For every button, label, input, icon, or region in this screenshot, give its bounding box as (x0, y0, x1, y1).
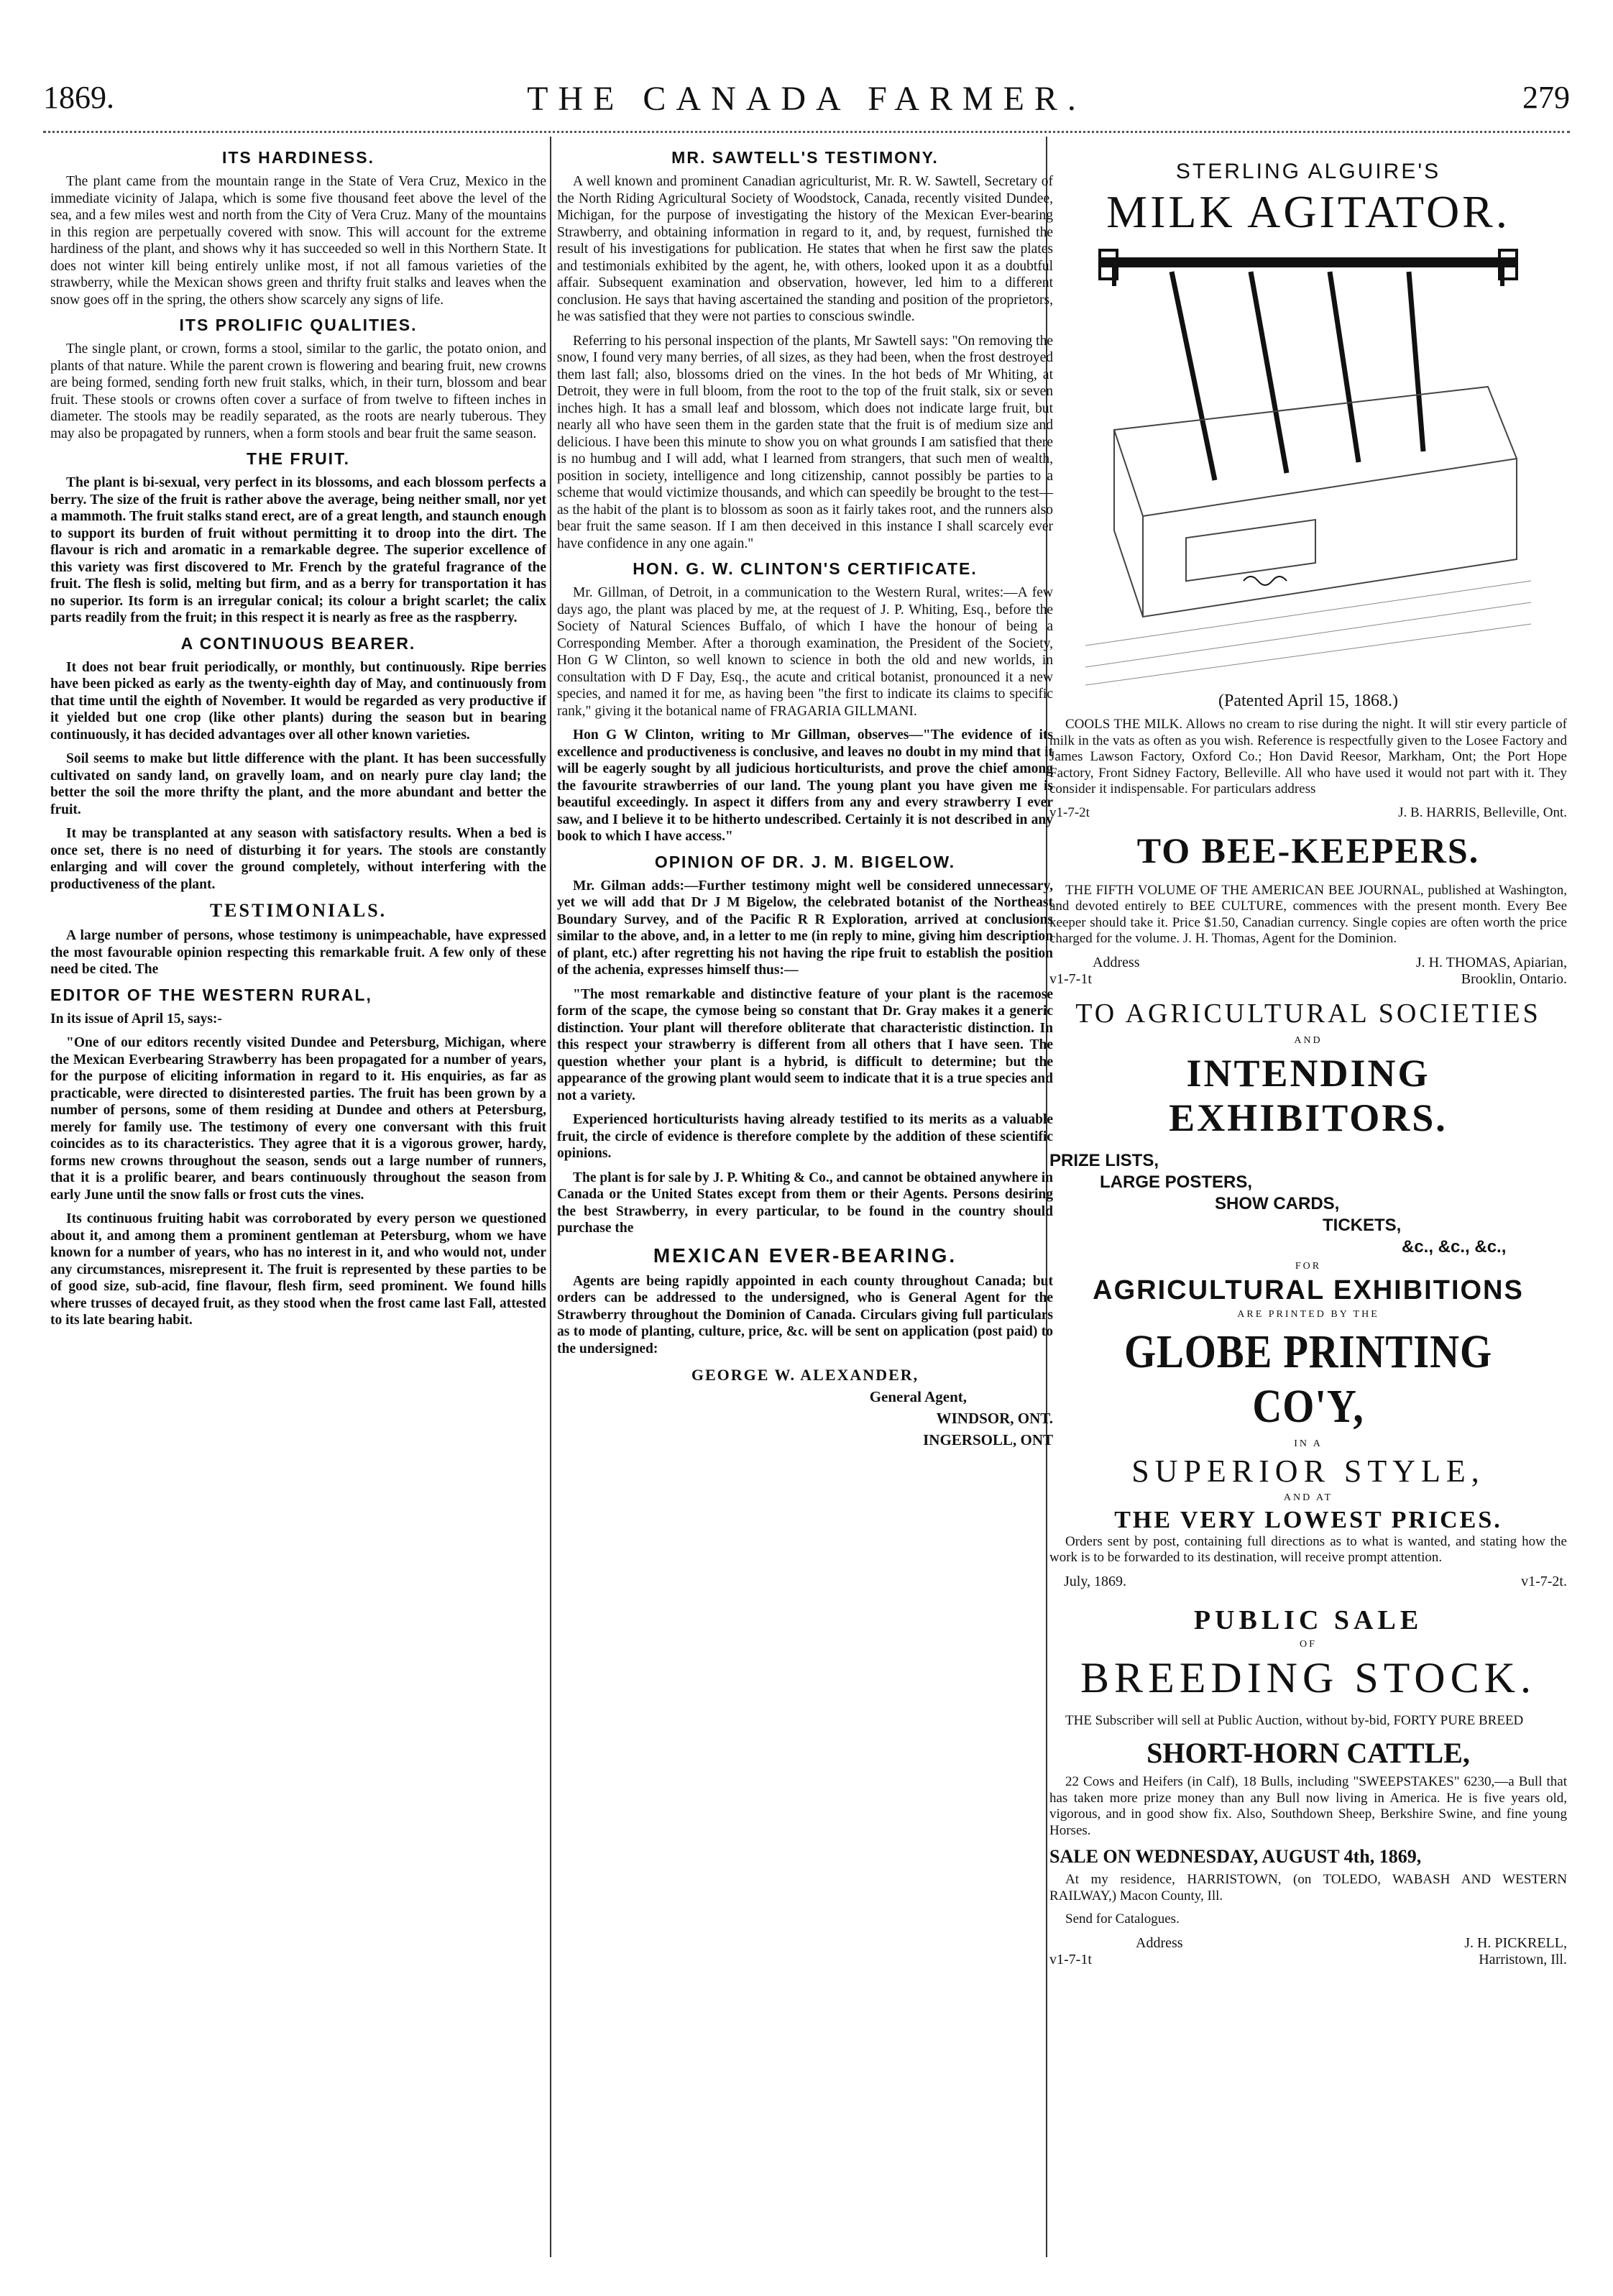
ad-printing-item: TICKETS, (1323, 1215, 1402, 1235)
ad-sale-date: SALE ON WEDNESDAY, AUGUST 4th, 1869, (1049, 1846, 1422, 1867)
section-heading: ITS HARDINESS. (221, 148, 375, 167)
ad-printing-printed-by: ARE PRINTED BY THE (1237, 1308, 1379, 1320)
address-text: Harristown, Ill. (1479, 1951, 1567, 1967)
paragraph: A well known and prominent Canadian agriculturist, Mr. R. W. Sawtell, Secretary of the North Riding Agricultural Society of Woodstock, Canada, recently visited Dundee, Michigan, for the purpose of investigating the history of the Mexican Ever-bearing Strawberry, and obtaining information in regard to it, and, by request, furnished the result of his investigations for publication. He states that when he first saw the plates and testimonials exhibited by the agent, he, with others, looked upon it as a doubtful affair. Subsequent examination and observation, however, led him to a different conclusion. He says that having ascertained the standing and position of the proprietors, he was satisfied that they were not parties to conscious swindle. (557, 174, 1053, 324)
ad-printing-item: SHOW CARDS, (1215, 1193, 1340, 1213)
ad-sale-shorthorn: SHORT-HORN CATTLE, (1146, 1737, 1470, 1769)
paragraph: Experienced horticulturists having already testified to its merits as a valuable fruit, the circle of evidence is therefore complete by the addition of these scientific opinions. (557, 1112, 1053, 1161)
paragraph: The plant is for sale by J. P. Whiting & Co., and cannot be obtained anywhere in Canada or the United States except from them or their Agents. Persons desiring the best Strawberry, in every particular, to be found in the country should purchase the (557, 1170, 1053, 1236)
paragraph: Mr. Gilman adds:—Further testimony might well be considered unnecessary, yet we will add that Dr J M Bigelow, the celebrated botanist of the Northeast Boundary Survey, and of the Pacific R R Exploration, arrived at conclusions similar to the above, and, in a letter to me (in reply to mine, giving him description of plant, etc.) after regretting his not having the ripe fruit to establish the position of the achenia, expresses himself thus:— (557, 878, 1053, 978)
header-rule (43, 131, 1570, 133)
ad-sale-text: THE Subscriber will sell at Public Auction, without by-bid, FORTY PURE BREED (1065, 1712, 1524, 1728)
ad-sale-address (1049, 1935, 1567, 1952)
section-heading: EDITOR OF THE WESTERN RURAL, (50, 985, 372, 1004)
ad-bee-text: THE FIFTH VOLUME OF THE AMERICAN BEE JOURNAL, published at Washington, and devoted entirely to BEE CULTURE, commences with the present month. Every Bee keeper should take it. Price $1.50, Canadian currency. Single copies are often worth the price charged for the volume. J. H. Thomas, Agent for the Dominion. (1049, 882, 1567, 946)
section-heading: THE FRUIT. (247, 449, 350, 468)
ad-bee-address-city (1049, 971, 1567, 988)
paragraph: It may be transplanted at any season with satisfactory results. When a bed is once set, there is no need of disturbing it for years. The stools are constantly enlarging and will cover the ground completely, without interfering with the productiveness of the plant. (50, 826, 546, 892)
header-title: THE CANADA FARMER. (527, 80, 1086, 118)
reference-code: v1-7-2t. (1521, 1573, 1567, 1589)
address-label: Address (1093, 954, 1140, 970)
paragraph: It does not bear fruit periodically, or monthly, but continuously. Ripe berries have been picked as early as the twenty-eighth day of May, and continuously from that time until the eighth of November. It would be regarded as very productive if it yielded but one crop (like other plants) during the season but in bearing continuously, it has decided advantages over all other known varieties. (50, 659, 546, 743)
paragraph: Hon G W Clinton, writing to Mr Gillman, observes—"The evidence of its excellence and productiveness is conclusive, and leaves no doubt in my mind that it will be eagerly sought by all judicious horticulturists, and prove the chief among the favourite strawberries of our land. The young plant you have given me is beautiful exceedingly. In aspect it differs from any and every strawberry I ever saw, and I believe it to be hitherto undescribed. Certainly it is not described in any book to which I have access." (557, 727, 1053, 844)
ad-printing-footer (1049, 1574, 1567, 1590)
column-2 (557, 144, 1053, 1451)
ad-printing-in-a: IN A (1294, 1438, 1323, 1449)
ad-bee-address (1049, 955, 1567, 971)
column-1 (50, 144, 546, 1336)
reference-code: v1-7-1t (1049, 1951, 1092, 1967)
milk-agitator-illustration (1085, 243, 1531, 689)
ad-printing-superior: SUPERIOR STYLE, (1131, 1453, 1485, 1489)
ad-sale-text: At my residence, HARRISTOWN, (on TOLEDO, WABASH AND WESTERN RAILWAY,) Macon County, Ill. (1049, 1872, 1567, 1904)
paragraph: The plant is bi-sexual, very perfect in its blossoms, and each blossom perfects a berry. The size of the fruit is rather above the average, being neither small, nor yet a mammoth. The fruit stalks stand erect, are of a great length, and staunch enough to support its burden of fruit without permitting it to droop into the dirt. The flavour is rich and aromatic in a remarkable degree. The superior excellence of this variety was first discovered to Mr. French by the grateful fragrance of the fruit. The flesh is solid, melting but firm, and as a berry for transportation it has no superior. Its form is an irregular conical; its colour a bright scarlet; the calix parts readily from the fruit; in this respect it is nearly as free as the raspberry. (50, 475, 546, 625)
section-heading: MEXICAN EVER-BEARING. (653, 1244, 957, 1267)
paragraph: In its issue of April 15, says:- (50, 1011, 222, 1027)
section-heading: A CONTINUOUS BEARER. (180, 633, 416, 653)
ad-printing-heading: TO AGRICULTURAL SOCIETIES (1075, 998, 1541, 1029)
signature-line: INGERSOLL, ONT (923, 1431, 1053, 1448)
ad-printing-company: GLOBE PRINTING CO'Y, (1124, 1325, 1492, 1433)
header-year: 1869. (43, 80, 114, 115)
paragraph: Agents are being rapidly appointed in each county throughout Canada; but orders can be addressed to the undersigned, who is General Agent for the Strawberry throughout the Dominion of Canada. Circulars giving full particulars as to mode of planting, culture, price, &c. will be sent on application (post paid) to the undersigned: (557, 1273, 1053, 1356)
column-3-advertisements (1049, 144, 1567, 1968)
ad-printing-title: INTENDING EXHIBITORS. (1169, 1051, 1448, 1139)
ad-printing-for: FOR (1295, 1260, 1322, 1272)
ad-sale-text: Send for Catalogues. (1065, 1911, 1180, 1927)
ad-printing-and: AND (1294, 1034, 1323, 1046)
signature-line: WINDSOR, ONT. (936, 1410, 1053, 1427)
ad-sale-address-city (1049, 1952, 1567, 1968)
ad-bee-title: TO BEE-KEEPERS. (1136, 830, 1480, 871)
ad-sale-breeding: BREEDING STOCK. (1080, 1653, 1536, 1702)
section-heading: ITS PROLIFIC QUALITIES. (179, 316, 418, 334)
address-label: Address (1136, 1934, 1183, 1951)
ad-printing-item: PRIZE LISTS, (1049, 1150, 1159, 1170)
paragraph: A large number of persons, whose testimony is unimpeachable, have expressed the most favourable opinion respecting this remarkable fruit. A few only of these need be cited. The (50, 928, 546, 977)
reference-code: v1-7-1t (1049, 970, 1092, 987)
ad-printing-text: Orders sent by post, containing full directions as to what is wanted, and stating how the work is to be forwarded to its destination, will receive prompt attention. (1049, 1533, 1567, 1565)
header-page-number: 279 (1522, 80, 1570, 115)
section-heading: TESTIMONIALS. (209, 900, 387, 921)
paragraph: Mr. Gillman, of Detroit, in a communication to the Western Rural, writes:—A few days ago, the plant was placed by me, at the request of J. P. Whiting, Esq., before the Society of Natural Sciences Buffalo, of which I have the honour of being a Corresponding Member. After a thorough examination, the President of the Society, Hon G W Clinton, so well known to science in both the old and new worlds, in consultation with D F Day, Esq., the acute and critical botanist, pronounced it a new species, and named it for me, as having been "the first to indicate its claims to specific rank," giving it the botanical name of FRAGARIA GILLMANI. (557, 585, 1053, 719)
ad-agitator-text: COOLS THE MILK. Allows no cream to rise during the night. It will stir every particle of milk in the vats as often as you wish. Reference is respectfully given to the Losee Factory and James Lawson Factory, Oxford Co.; Hon David Reesor, Markham, Ont; the Port Hope Factory, Front Sidney Factory, Belleville. All who have used it would not part with it. They consider it indispensable. For particulars address (1049, 717, 1567, 796)
signature-block (557, 1364, 1053, 1451)
ad-sale-of: OF (1300, 1638, 1317, 1650)
ad-agitator-title: MILK AGITATOR. (1106, 186, 1510, 237)
paragraph: "One of our editors recently visited Dundee and Petersburg, Michigan, where the Mexican Everbearing Strawberry has been propagated for a number of years, for the purpose of eliciting information in regard to it. His enquiries, as far as practicable, were directed to disinterested parties. The fruit has been grown by a number of persons, some of them residing at Dundee and others at Petersburg, merely for family use. The testimony of every one conversant with this fruit coincides as to its characteristics. They agree that it is a vigorous grower, hardy, forms new crowns throughout the season, sends out a large number of runners, that it is a prolific bearer, and bears continuously throughout the season from early June until the snow falls or frost cuts the vines. (50, 1035, 546, 1203)
section-heading: MR. SAWTELL'S TESTIMONY. (671, 148, 939, 167)
address-text: J. B. HARRIS, Belleville, Ont. (1398, 804, 1567, 820)
paragraph: Its continuous fruiting habit was corroborated by every person we questioned about it, and among them a prominent gentleman at Petersburg, whom we have known for a number of years, who has no interest in it, and who would not, under any circumstances, misrepresent it. The fruit is represented by these parties to be of good size, sub-acid, fine flavour, flesh firm, seed prominent. We found hills where trusses of decayed fruit, as they stood when the frost came last Fall, attested to its late bearing habit. (50, 1211, 546, 1328)
ad-agitator-address (1049, 805, 1567, 821)
section-heading: OPINION OF DR. J. M. BIGELOW. (654, 852, 956, 871)
ad-sale-text: 22 Cows and Heifers (in Calf), 18 Bulls, including "SWEEPSTAKES" 6230,—a Bull that has taken more prize money than any Bull now living in America. He is five years old, vigorous, and in good show fix. Also, Southdown Sheep, Berkshire Swine, and fine young Horses. (1049, 1774, 1567, 1838)
ad-printing-and-at: AND AT (1283, 1492, 1333, 1503)
address-text: Brooklin, Ontario. (1461, 970, 1567, 987)
signature-name: GEORGE W. ALEXANDER, (691, 1366, 919, 1384)
reference-code: v1-7-2t (1049, 804, 1090, 820)
section-heading: HON. G. W. CLINTON'S CERTIFICATE. (633, 559, 978, 578)
ad-printing-item: LARGE POSTERS, (1100, 1172, 1253, 1192)
ad-sale-public: PUBLIC SALE (1193, 1604, 1423, 1635)
paragraph: The plant came from the mountain range in the State of Vera Cruz, Mexico in the immediate vicinity of Jalapa, which is some five thousand feet above the level of the sea, and a few miles west and north from the City of Vera Cruz. Many of the mountains in this region are perpetually covered with snow. This will account for the extreme hardiness of the plant, and shows why it has succeeded so well in this Northern State. It does not winter kill being entirely unlike most, if not all famous varieties of the strawberry, while the Mexican shows green and thrifty fruit stalks and leaves when the snow goes off in the spring, the others show scarcely any signs of life. (50, 174, 546, 308)
ad-printing-exhibitions: AGRICULTURAL EXHIBITIONS (1093, 1275, 1524, 1305)
paragraph: "The most remarkable and distinctive feature of your plant is the racemose form of the scape, the cymose being so constant that Dr. Gray makes it a generic distinction. Your plant will therefore obliterate that characteristic distinction. In this respect your strawberry is different from all others that I have seen. The question whether your plant is a hybrid, is difficult to determine; but the appearance of the growing plant would seem to indicate that it is a true species and not a variety. (557, 986, 1053, 1103)
address-text: J. H. PICKRELL, (1464, 1934, 1567, 1951)
ad-agitator-pretitle: STERLING ALGUIRE'S (1175, 160, 1441, 183)
column-divider (550, 137, 551, 2257)
page-header (43, 79, 1570, 129)
ad-printing-item: &c., &c., &c., (1402, 1236, 1507, 1257)
paragraph: The single plant, or crown, forms a stool, similar to the garlic, the potato onion, and plants of that nature. While the parent crown is flowering and bearing fruit, new crowns are being formed, sending forth new fruit stalks, which, in their turn, blossom and bear fruit. These stools or crowns often cover a surface of from twelve to fifteen inches in diameter. The stools may be readily separated, as the roots are nearly tuberous. They may also be propagated by runners, when a form stools and bear fruit the same season. (50, 341, 546, 441)
address-text: J. H. THOMAS, Apiarian, (1415, 954, 1567, 970)
date-text: July, 1869. (1064, 1573, 1127, 1589)
signature-line: General Agent, (869, 1388, 967, 1405)
paragraph: Referring to his personal inspection of the plants, Mr Sawtell says: "On removing the snow, I found very many berries, of all sizes, as they had been, when the frost destroyed them last fall; also, blossoms dried on the vines. In the hot beds of Mr Whiting, at Detroit, they were in full bloom, from the root to the top of the fruit stalk, six or seven inches high. It has a small leaf and blossom, which does not indicate large fruit, but nearly all who have seen them in the garden state that the fruit is of medium size and delicious. I have been this minute to show you on what grounds I am satisfied that there is no humbug and I will add, what I learned from strangers, that such men of wealth, position in society, intelligence and long citizenship, cannot possibly be parties to a scheme that would victimize thousands, and which can speedily be brought to the test—as the habit of the plant is to blossom as soon as it fairly takes root, and the runners also bear fruit the same season. If I am then deceived in this instance I shall scarcely ever have confidence in any one again." (557, 333, 1053, 551)
ad-agitator-patent-note: (Patented April 15, 1868.) (1218, 692, 1398, 710)
paragraph: Soil seems to make but little difference with the plant. It has been successfully cultivated on sandy land, on gravelly loam, and on nearly pure clay land; the better the soil the more thrifty the plant, and the more abundant and better the fruit. (50, 751, 546, 817)
ad-printing-lowest: THE VERY LOWEST PRICES. (1114, 1506, 1502, 1533)
